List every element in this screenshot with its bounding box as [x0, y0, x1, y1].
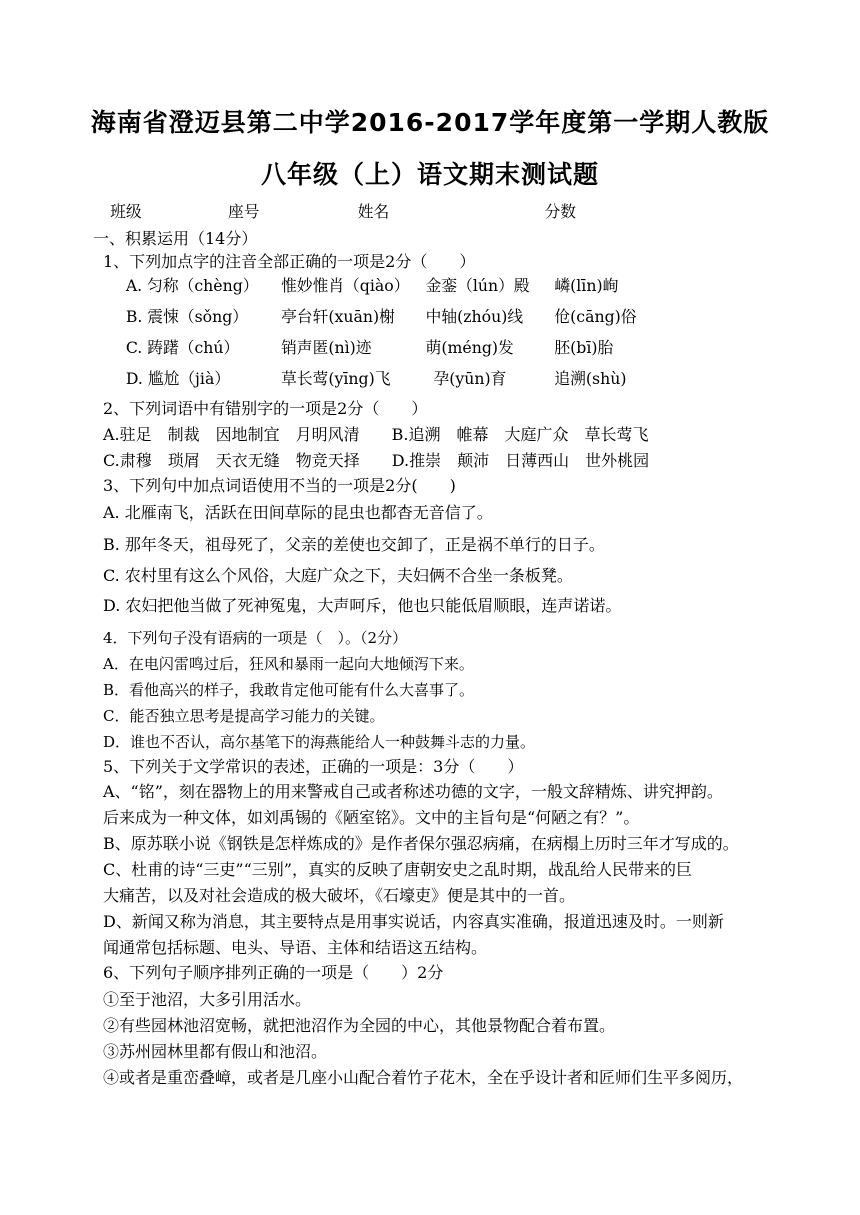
seat-label: 座号	[228, 202, 260, 221]
question-5-option-c-line-2: 大痛苦，以及对社会造成的极大破坏，《石壕吏》便是其中的一首。	[103, 886, 576, 905]
question-2-stem: 2、下列词语中有错别字的一项是2分（ ）	[103, 399, 428, 418]
question-3-option-a: A. 北雁南飞，活跃在田间草际的昆虫也都杳无音信了。	[103, 503, 493, 522]
option-cell: 胚(bī)胎	[554, 338, 614, 357]
question-4-option-d: D．谁也不否认，高尔基笔下的海燕能给人一种鼓舞斗志的力量。	[103, 733, 536, 751]
option-cell: 伧(cāng)俗	[554, 307, 637, 326]
question-5-stem: 5、下列关于文学常识的表述，正确的一项是：3分（ ）	[103, 757, 524, 776]
question-3-stem: 3、下列句中加点词语使用不当的一项是2分( )	[103, 476, 456, 495]
question-5-option-a-line-1: A、“铭”，刻在器物上的用来警戒自己或者称述功德的文字，一般文辞精炼、讲究押韵。	[103, 782, 723, 801]
option-cell: A. 匀称（chèng）	[125, 276, 259, 295]
question-5-option-a-line-2: 后来成为一种文体，如刘禹锡的《陋室铭》。文中的主旨句是“何陋之有？”。	[103, 808, 640, 827]
question-4-option-b: B．看他高兴的样子，我敢肯定他可能有什么大喜事了。	[103, 681, 475, 699]
option-cell: C. 踌躇（chú）	[125, 338, 240, 357]
question-4-stem: 4．下列句子没有语病的一项是（ ）。（2分）	[103, 629, 408, 647]
question-2-line-1: A.驻足 制裁 因地制宜 月明风清 B.追溯 帷幕 大庭广众 草长莺飞	[103, 425, 649, 444]
question-2-line-2: C.肃穆 琐屑 天衣无缝 物竞天择 D.推崇 颠沛 日薄西山 世外桃园	[103, 451, 650, 470]
option-cell: 亭台轩(xuān)榭	[281, 307, 395, 326]
name-label: 姓名	[357, 202, 390, 221]
option-cell: 销声匿(nì)迹	[281, 338, 372, 357]
question-6-sentence-2: ②有些园林池沼宽畅，就把池沼作为全园的中心，其他景物配合着布置。	[103, 1016, 616, 1035]
question-5-option-d-line-2: 闻通常包括标题、电头、导语、主体和结语这五结构。	[103, 938, 488, 957]
option-cell: B. 震悚（sǒng）	[125, 307, 249, 326]
question-6-sentence-4: ④或者是重峦叠嶂，或者是几座小山配合着竹子花木，全在乎设计者和匠师们生平多阅历，	[103, 1068, 744, 1087]
score-label: 分数	[544, 202, 577, 221]
option-cell: 萌(méng)发	[425, 338, 514, 357]
option-cell: D. 尴尬（jià）	[125, 369, 231, 388]
question-3-option-b: B. 那年冬天，祖母死了，父亲的差使也交卸了，正是祸不单行的日子。	[103, 535, 605, 554]
question-4-option-a: A．在电闪雷鸣过后，狂风和暴雨一起向大地倾泻下来。	[103, 655, 474, 673]
option-cell: 惟妙惟肖（qiào）	[281, 276, 410, 295]
question-6-sentence-1: ①至于池沼，大多引用活水。	[103, 990, 312, 1009]
question-4-option-c: C．能否独立思考是提高学习能力的关键。	[103, 707, 385, 725]
option-cell: 追溯(shù)	[554, 369, 627, 388]
question-5-option-c-line-1: C、杜甫的诗“三吏”“三别”，真实的反映了唐朝安史之乱时期，战乱给人民带来的巨	[103, 860, 692, 879]
option-cell: 孕(yūn)育	[433, 369, 507, 388]
option-cell: 金銮（lún）殿	[425, 276, 530, 295]
option-cell: 草长莺(yīng)飞	[281, 369, 391, 388]
question-3-option-c: C. 农村里有这么个风俗，大庭广众之下，夫妇俩不合坐一条板凳。	[103, 566, 573, 585]
option-cell: 嶙(līn)峋	[554, 276, 619, 295]
question-3-option-d: D. 农妇把他当做了死神冤鬼，大声呵斥，他也只能低眉顺眼，连声诺诺。	[103, 596, 622, 615]
exam-title-line2: 八年级（上）语文期末测试题	[260, 160, 599, 189]
section-heading: 一、积累运用（14分）	[93, 229, 258, 248]
question-6-sentence-3: ③苏州园林里都有假山和池沼。	[103, 1042, 328, 1061]
exam-title-line1: 海南省澄迈县第二中学2016-2017学年度第一学期人教版	[90, 108, 770, 137]
option-cell: 中轴(zhóu)线	[425, 307, 524, 326]
student-info-row	[0, 202, 845, 222]
class-label: 班级	[110, 202, 142, 221]
question-5-option-b: B、原苏联小说《钢铁是怎样炼成的》是作者保尔强忍病痛，在病榻上历时三年才写成的。	[103, 834, 739, 853]
question-5-option-d-line-1: D、新闻又称为消息，其主要特点是用事实说话，内容真实准确，报道迅速及时。一则新	[103, 912, 724, 931]
question-1-stem: 1、下列加点字的注音全部正确的一项是2分（ ）	[103, 252, 476, 271]
question-6-stem: 6、下列句子顺序排列正确的一项是（ ）2分	[103, 963, 444, 982]
